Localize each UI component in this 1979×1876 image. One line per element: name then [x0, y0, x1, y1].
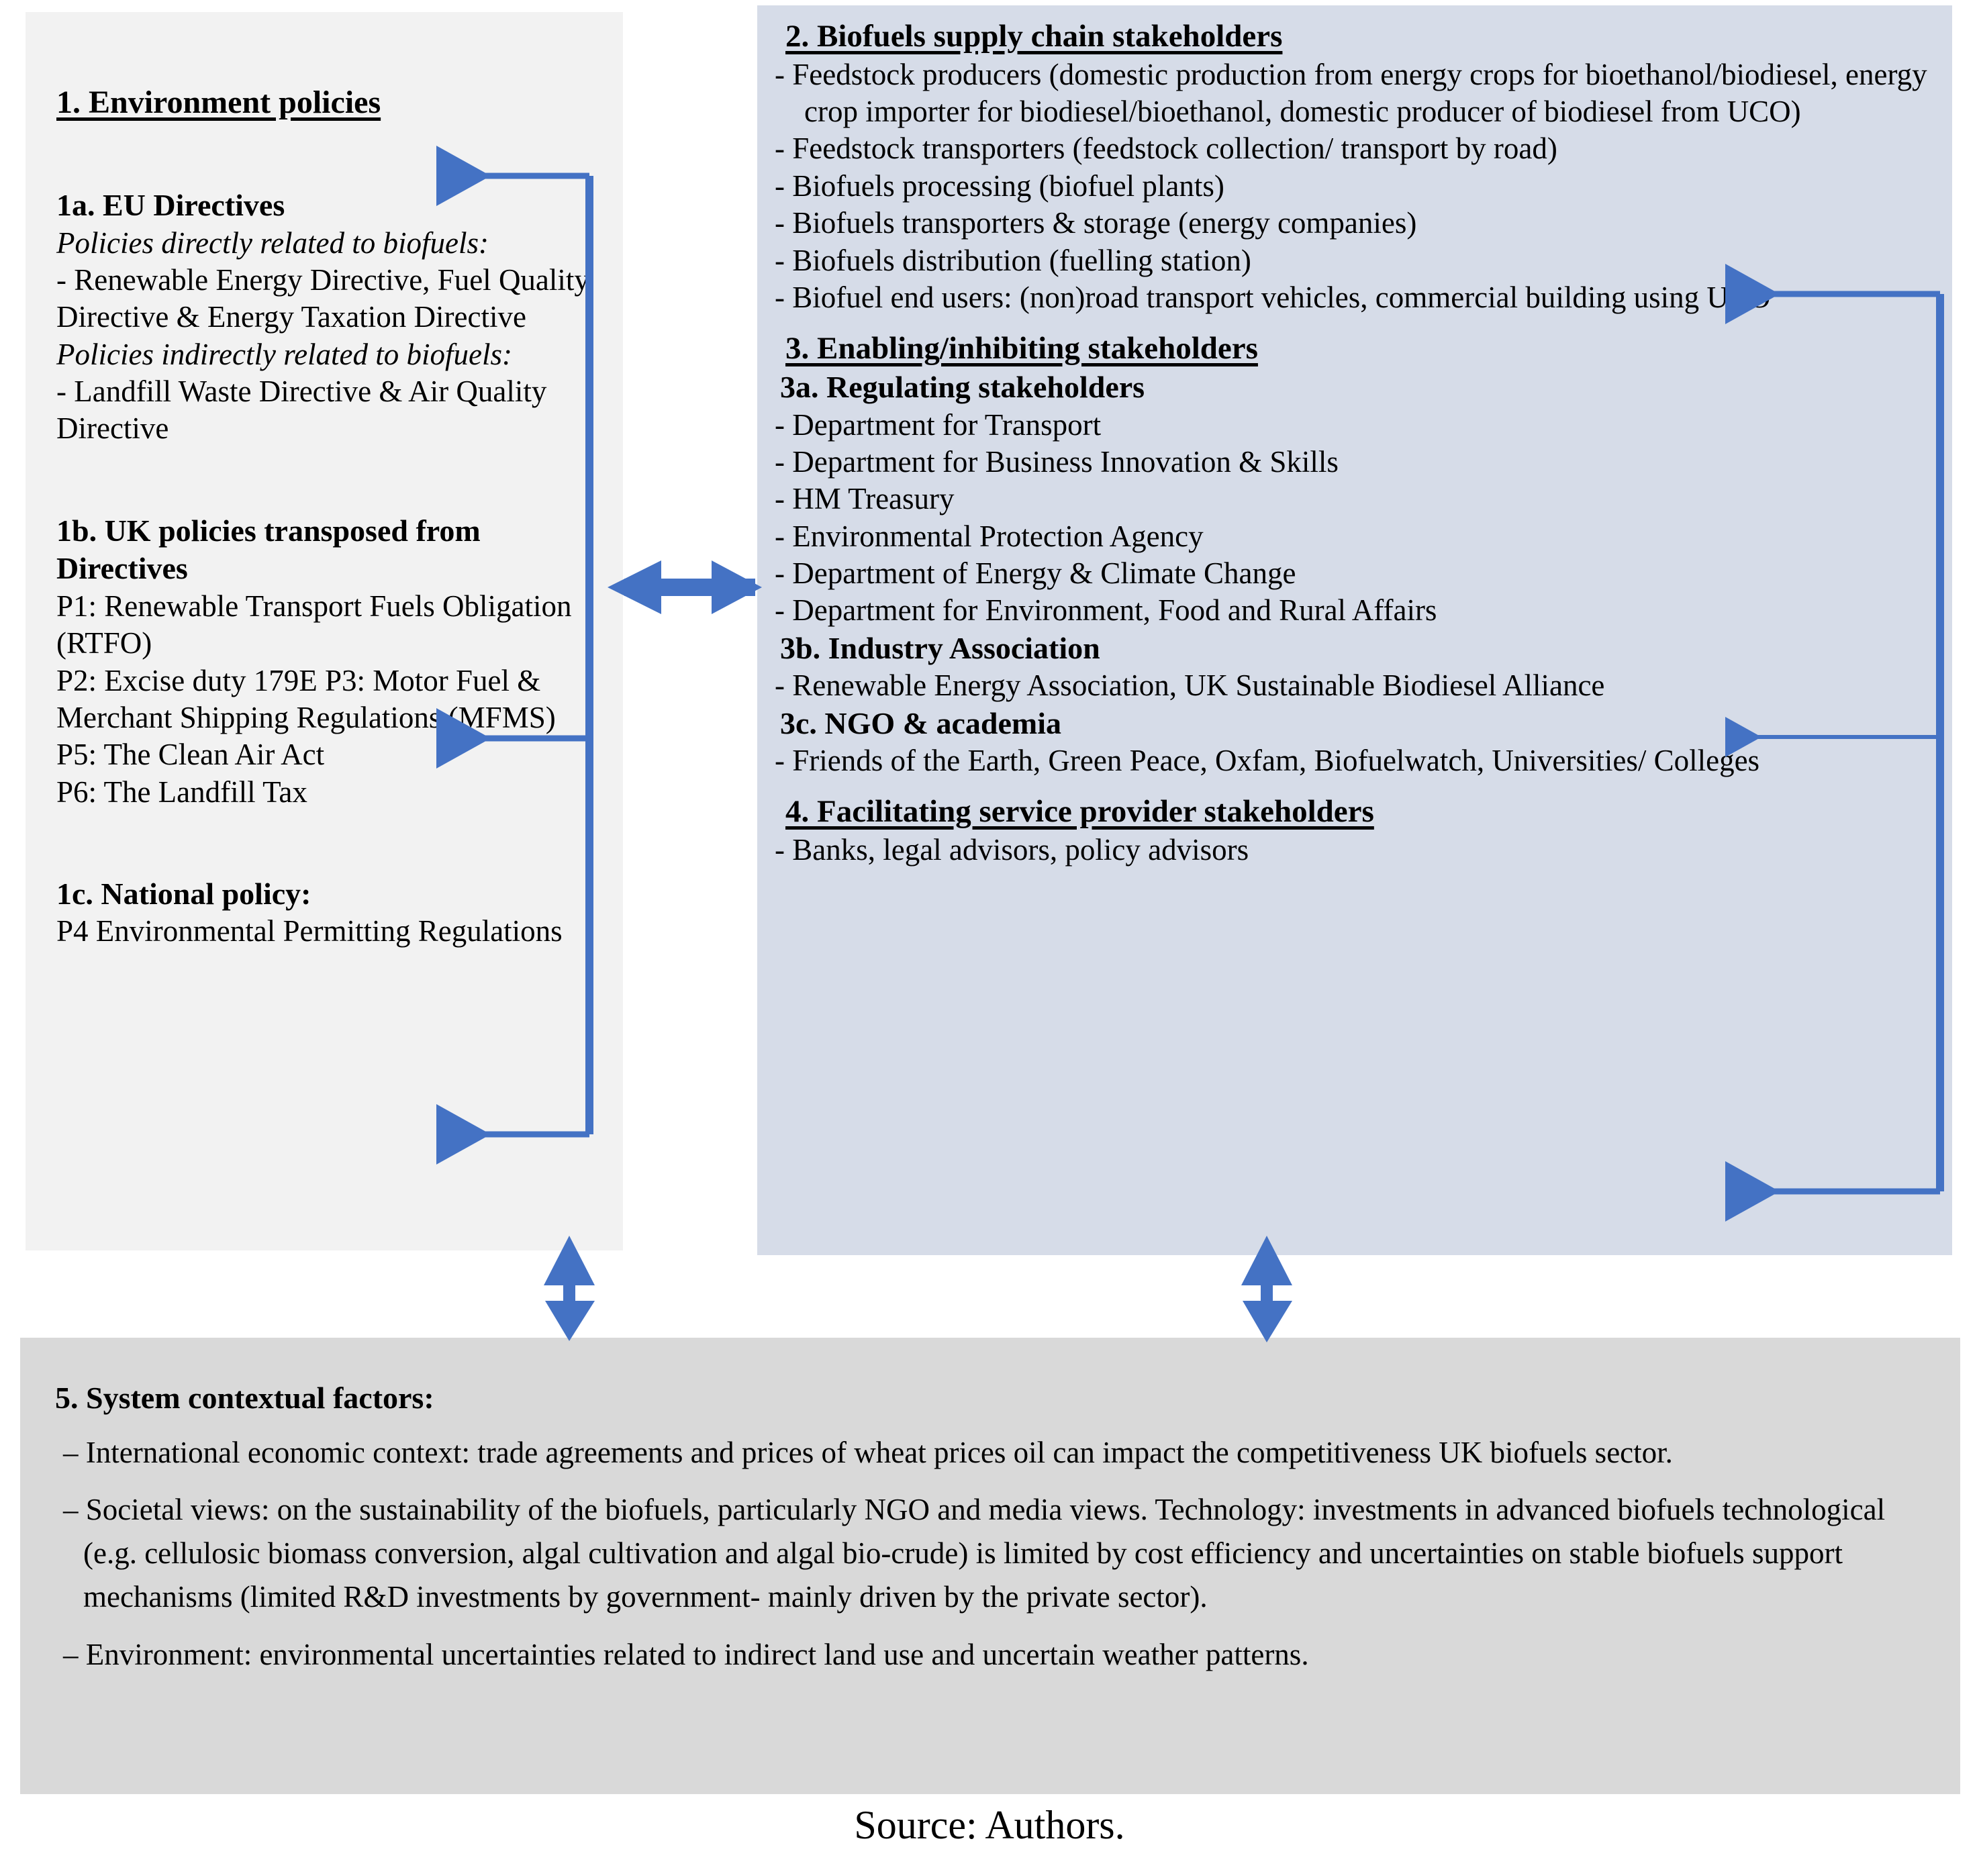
enabling-item: - Department for Environment, Food and Rural Affairs [775, 593, 1437, 628]
environment-policies-content [56, 12, 597, 950]
supply-chain-item: - Biofuel end users: (non)road transport vehicles, commercial building using UCO [775, 280, 1771, 314]
policies-stakeholders-bidirectional-arrow [608, 560, 762, 614]
supply-chain-item: - Biofuels transporters & storage (energy companies) [775, 206, 1417, 240]
policies-section-heading-1a: 1a. EU Directives [56, 188, 285, 223]
enabling-item: - Department for Transport [775, 407, 1102, 442]
source-caption: Source: Authors. [854, 1803, 1125, 1847]
enabling-item: - Renewable Energy Association, UK Sustainable Biodiesel Alliance [775, 669, 1605, 703]
policies-context-bidirectional-arrow [544, 1236, 595, 1341]
context-item: – International economic context: trade agreements and prices of wheat prices oil can impact the competitiveness UK biofuels sector. [63, 1435, 1673, 1469]
context-item: – Environment: environmental uncertainties related to indirect land use and uncertain weather patterns. [63, 1637, 1309, 1671]
policies-line: P2: Excise duty 179E P3: Motor Fuel & Merchant Shipping Regulations (MFMS) [56, 663, 556, 734]
facilitating-item: - Banks, legal advisors, policy advisors [775, 833, 1249, 867]
stakeholders-panel [757, 5, 1952, 1255]
policies-line: P5: The Clean Air Act [56, 738, 325, 772]
system-contextual-factors-panel [20, 1338, 1960, 1794]
supply-chain-item: - Feedstock producers (domestic production from energy crops for bioethanol/biodiesel, energy crop importer for biodiesel/bioethanol, domestic producer of biodiesel from UCO) [775, 57, 1935, 129]
enabling-item: - Department of Energy & Climate Change [775, 556, 1296, 590]
context-item: – Societal views: on the sustainability of the biofuels, particularly NGO and media views. Technology: investments in advanced biofuels technological (e.g. cellulosic biomass conversion, algal cultivation and algal bio-crude) is limited by cost efficiency and uncertainties on stable biofuels support mechanisms (limited R&D investments by government- mainly driven by the private sector). [63, 1492, 1893, 1614]
policies-line: P6: The Landfill Tax [56, 775, 307, 809]
enabling-subheading-3a: 3a. Regulating stakeholders [780, 370, 1145, 404]
policies-line: P4 Environmental Permitting Regulations [56, 914, 563, 948]
enabling-subheading-3b: 3b. Industry Association [780, 630, 1100, 665]
policies-line: - Renewable Energy Directive, Fuel Quality Directive & Energy Taxation Directive [56, 262, 597, 334]
context-content [55, 1379, 1935, 1677]
environment-policies-panel [26, 12, 623, 1250]
supply-chain-item: - Biofuels processing (biofuel plants) [775, 168, 1224, 203]
supply-chain-item: - Feedstock transporters (feedstock collection/ transport by road) [775, 132, 1557, 166]
enabling-title: 3. Enabling/inhibiting stakeholders [785, 331, 1258, 366]
policies-line: Policies indirectly related to biofuels: [56, 337, 512, 371]
policies-line: Policies directly related to biofuels: [56, 226, 489, 260]
context-title: 5. System contextual factors: [55, 1381, 434, 1415]
enabling-item: - Friends of the Earth, Green Peace, Oxfam, Biofuelwatch, Universities/ Colleges [775, 744, 1760, 778]
enabling-subheading-3c: 3c. NGO & academia [780, 705, 1062, 740]
enabling-item: - HM Treasury [775, 482, 955, 516]
enabling-item: - Department for Business Innovation & Skills [775, 444, 1339, 479]
policies-line: P1: Renewable Transport Fuels Obligation (RTFO) [56, 589, 579, 660]
policies-section-heading-1b: 1b. UK policies transposed from Directives [56, 513, 489, 586]
policies-title: 1. Environment policies [56, 85, 381, 120]
facilitating-title: 4. Facilitating service provider stakeholders [785, 794, 1374, 830]
stakeholders-content [771, 17, 1939, 869]
policies-section-heading-1c: 1c. National policy: [56, 876, 311, 911]
policies-line: - Landfill Waste Directive & Air Quality Directive [56, 374, 554, 446]
supply-chain-title: 2. Biofuels supply chain stakeholders [785, 19, 1283, 54]
enabling-item: - Environmental Protection Agency [775, 519, 1204, 553]
supply-chain-item: - Biofuels distribution (fuelling station) [775, 243, 1251, 277]
